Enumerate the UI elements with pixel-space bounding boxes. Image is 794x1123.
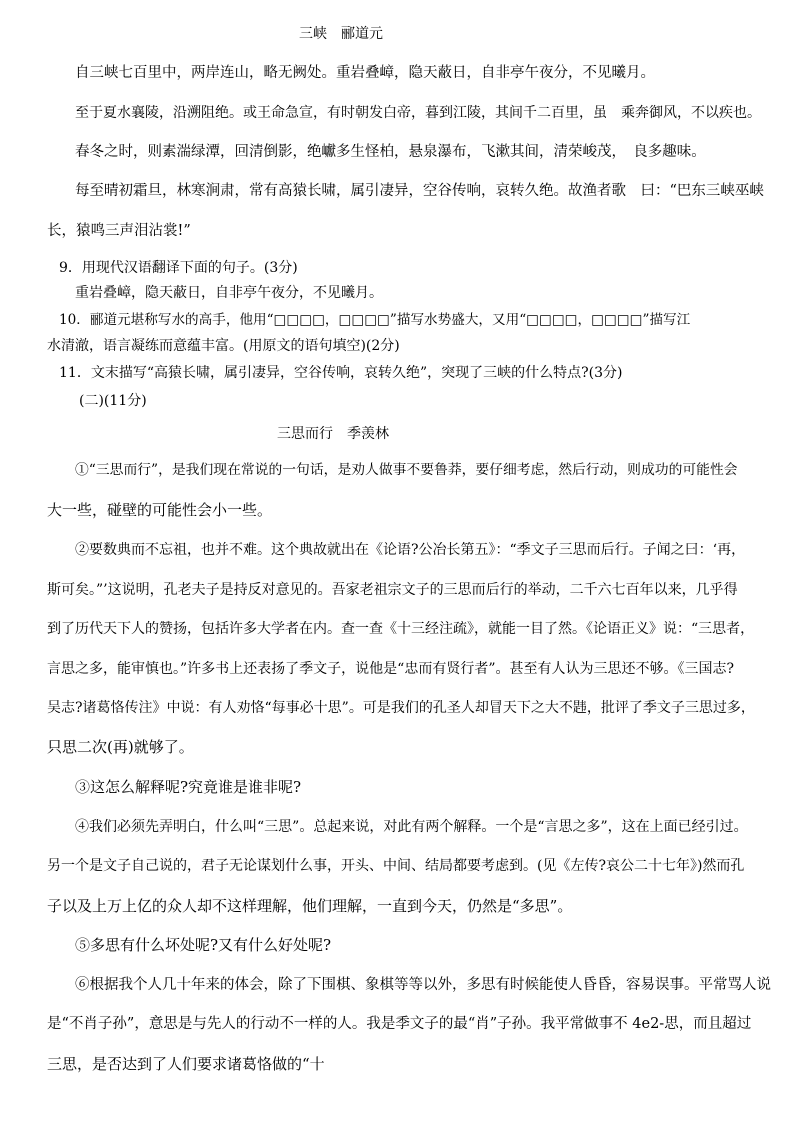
question-10-continued: 水清澈，语言凝练而意蕴丰富。(用原文的语句填空)(2分) [47, 338, 400, 354]
passage2-title: 三思而行 季羡林 [277, 426, 389, 442]
passage2-line: ⑤多思有什么坏处呢?又有什么好处呢? [75, 936, 332, 954]
passage1-line: 自三峡七百里中，两岸连山，略无阙处。重岩叠嶂，隐天蔽日，自非亭午夜分，不见曦月。 [75, 65, 655, 81]
passage2-line: 斯可矣。”’这说明，孔老夫子是持反对意见的。吾家老祖宗文子的三思而后行的举动，二千六七百年以来，几乎得 [47, 582, 738, 598]
passage2-line: 只思二次(再)就够了。 [47, 738, 194, 756]
passage2-line: 到了历代天下人的赞扬，包括许多大学者在内。查一查《十三经注疏》，就能一目了然。《论语正义》说：“三思者， [47, 621, 755, 637]
passage2-line: 是“不肖子孙”，意思是与先人的行动不一样的人。我是季文子的最“肖”子孙。我平常做事不 4e2-思，而且超过 [47, 1016, 752, 1032]
passage2-line: 另一个是文子自己说的，君子无论谋划什么事，开头、中间、结局都要考虑到。(见《左传?哀公二十七年》)然而孔 [47, 858, 745, 874]
question-11: 11．文末描写“高猿长啸，属引凄异，空谷传响，哀转久绝”，突现了三峡的什么特点?(3分) [59, 365, 623, 381]
passage2-line: ②要数典而不忘祖，也并不难。这个典故就出在《论语?公冶长第五》：“季文子三思而后行。子闻之曰：‘再， [75, 542, 746, 558]
passage2-line: 大一些，碰壁的可能性会小一些。 [47, 501, 273, 519]
passage2-line: 吴志?诸葛恪传注》中说：有人劝恪“每事必十思”。可是我们的孔圣人却冒天下之大不韪，批评了季文子三思过多， [47, 700, 755, 716]
passage2-line: 言思之多，能审慎也。”许多书上还表扬了季文子，说他是“忠而有贤行者”。甚至有人认为三思还不够。《三国志? [47, 661, 734, 677]
passage2-line: ⑥根据我个人几十年来的体会，除了下围棋、象棋等等以外，多思有时候能使人昏昏，容易误事。平常骂人说 [75, 977, 771, 993]
passage2-line: ③这怎么解释呢?究竟谁是谁非呢? [75, 778, 302, 796]
question-10: 10．郦道元堪称写水的高手，他用“□□□□，□□□□”描写水势盛大，又用“□□□□，□□□□”描写江 [59, 312, 691, 328]
question-9: 9．用现代汉语翻译下面的句子。(3分) [59, 260, 298, 276]
passage1-line: 每至晴初霜旦，林寒涧肃，常有高猿长啸，属引凄异，空谷传响，哀转久绝。故渔者歌 曰：“巴东三峡巫峡 [75, 183, 764, 199]
question-9-sentence: 重岩叠嶂，隐天蔽日，自非亭午夜分，不见曦月。 [75, 285, 383, 301]
passage1-line: 至于夏水襄陵，沿溯阻绝。或王命急宣，有时朝发白帝，暮到江陵，其间千二百里，虽 乘奔御风，不以疾也。 [75, 105, 761, 121]
section-two-heading: (二)(11分) [79, 393, 147, 409]
passage1-title: 三峡 郦道元 [299, 26, 383, 42]
passage2-line: ①“三思而行”，是我们现在常说的一句话，是劝人做事不要鲁莽，要仔细考虑，然后行动，则成功的可能性会 [75, 462, 738, 478]
passage2-line: 子以及上万上亿的众人却不这样理解，他们理解，一直到今天，仍然是“多思”。 [47, 897, 573, 915]
passage2-line: ④我们必须先弄明白，什么叫“三思”。总起来说，对此有两个解释。一个是“言思之多”，这在上面已经引过。 [75, 819, 748, 835]
passage2-line: 三思，是否达到了人们要求诸葛恪做的“十 [47, 1055, 325, 1073]
passage1-line: 春冬之时，则素湍绿潭，回清倒影，绝巘多生怪柏，悬泉瀑布，飞漱其间，清荣峻茂， 良多趣味。 [75, 144, 706, 160]
passage1-line: 长，猿鸣三声泪沾裳!” [47, 223, 191, 239]
